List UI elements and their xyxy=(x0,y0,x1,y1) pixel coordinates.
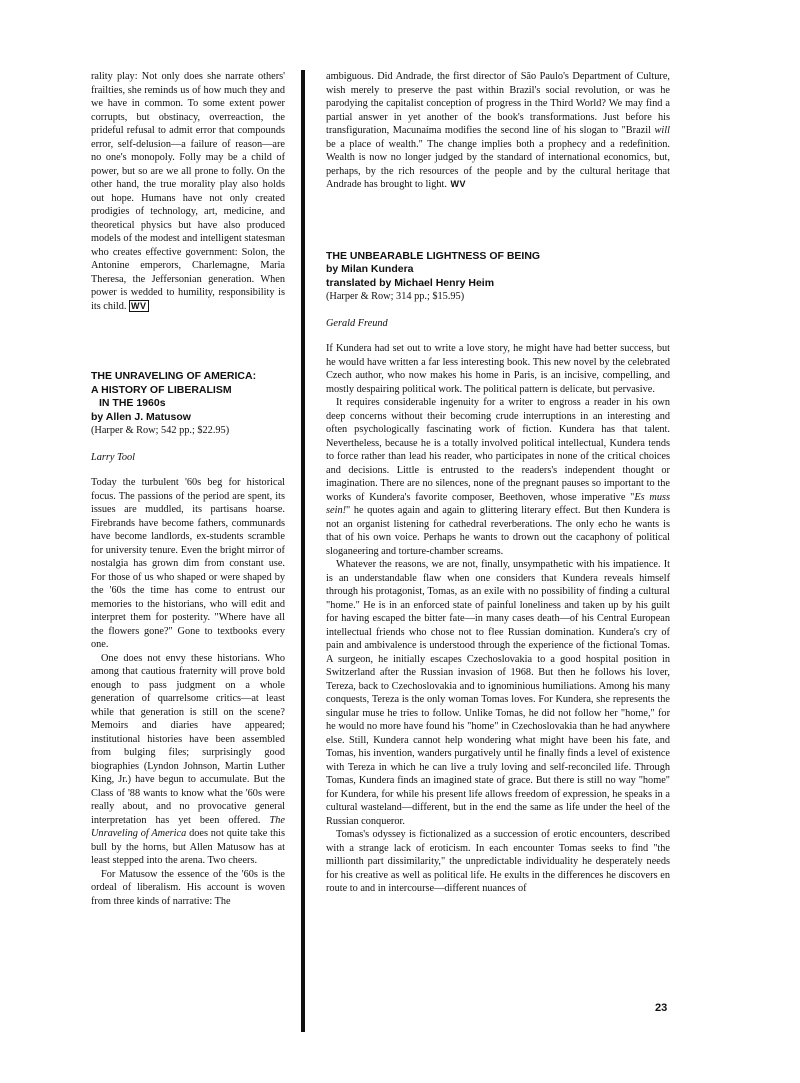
right-column xyxy=(326,70,670,896)
publication-info: (Harper & Row; 314 pp.; $15.95) xyxy=(326,291,465,302)
italic-book-title: The Unraveling of America xyxy=(91,814,285,839)
left-continuation-paragraph: rality play: Not only does she narrate others' frailties, she reminds us of how much they and we have in common. To some extent power corrupts, but obstinacy, overreaction, the prideful refusal to admit error that compounds error, self-delusion—a failure of reason—are no one's monopoly. Folly may be a child of power, but so are we all prone to folly. On the other hand, the true morality play also holds out hope. Humans have not only created prodigies of technology, art, medicine, and theoretical physics but have also produced models of the modest and intelligent statesman who creates effective government: Solon, the Antonine emperors, Charlemagne, Maria Theresa, the Jeffersonian generation. When power is wedded to humility, responsibility is its child. WV xyxy=(91,71,285,312)
wv-end-mark: WV xyxy=(131,300,147,311)
reviewer-name: Gerald Freund xyxy=(326,317,388,329)
body-paragraph: It requires considerable ingenuity for a writer to engross a reader in his own deep concerns without their becoming crude interruptions in an interesting and often psychologically fascinating work of fiction. Kundera has that talent. Nevertheless, because he is a totally involved political intellectual, Kundera tends to force rather than lead his reader, who participates in none of the critical choices and decisions. Little is entrusted to the readers's independent thought or imagination. There are no silences, none of the pregnant pauses so important to the works of Kundera's favorite composer, Beethoven, whose imperative "Es muss sein!" he quotes again and again to glittering literary effect. But then Kundera is not an organist listening for cathedral reverberations. The only echo he wants is that of his own voice. Perhaps he wants to drown out the cacaphony of political sloganeering and torture-chamber screams. xyxy=(326,397,670,557)
body-paragraph: Today the turbulent '60s beg for historical focus. The passions of the period are spent, its issues are muddled, its partisans hoarse. Firebrands have become fathers, communards have become landlords, ex-students scramble for university tenure. Even the bright mirror of nostalgia has grown dim from constant use. For those of us who shaped or were shaped by the '60s the time has come to entrust our memories to the historians, who will edit and interpret them for posterity. "Where have all the flowers gone?" Gone to textbooks every one. xyxy=(91,477,285,650)
body-paragraph: If Kundera had set out to write a love story, he might have had better success, but he would have written a far less interesting book. This new novel by the celebrated Czech author, who now makes his home in Paris, is an incisive, compelling, and mostly despairing political work. The political pattern is delicate, but pervasive. xyxy=(326,343,670,395)
body-paragraph: Tomas's odyssey is fictionalized as a succession of erotic encounters, described with a strange lack of eroticism. In each encounter Tomas seeks to find "the millionth part dissimilarity," the unpredictable individuality he desperately needs for his creative as well as political life. He exults in the differences he discovers en route to and in intercourse—different nuances of xyxy=(326,829,670,894)
left-column xyxy=(91,70,285,908)
body-paragraph: Whatever the reasons, we are not, finally, unsympathetic with his impatience. It is an understandable flaw when one considers that Kundera reveals himself through his protagonist, Tomas, as an exile with no possibility of finding a cultural "home." He is in an enforced state of painful loneliness and taken up by his guilt for having escaped the bitter fate—in many cases death—of his Central European intellectual friends who chose not to flee Russian domination. Kundera's cry of pain and ambivalence is understood through the experience of the fictional Tomas. A surgeon, he initially escapes Czechoslovakia to a good hospital position in Switzerland after the Russian invasion of 1968. But then he follows his lover, Tereza, back to Czechoslovakia and to ignominious humiliations. Among his many conquests, Tereza is the only woman Tomas loves. For Kundera, she represents the singular muse he tries to follow. Unlike Tomas, he did not follow her "home," for he would no more have found his "home" in Czechoslovakia than he had anywhere else. Still, Kundera cannot help wondering what might have been his fate, and Tomas, his invention, wanders purgatively until he finally finds a level of existence with Tereza in which he can live a truly loving and self-reconciled life. Through Tomas, Kundera finds an imagined state of grace. But there is still no way "home" for Kundera, for while his present life allows freedom of expression, he speaks in a cultural wasteland—different, but in the end the same as life under the heel of the Russian conqueror. xyxy=(326,559,670,827)
column-divider-rule xyxy=(301,70,305,1032)
review-author: by Allen J. Matusow xyxy=(91,410,191,423)
body-paragraph: For Matusow the essence of the '60s is the ordeal of liberalism. His account is woven from three kinds of narrative: The xyxy=(91,868,285,907)
right-continuation-paragraph: ambiguous. Did Andrade, the first director of São Paulo's Department of Culture, wish merely to preserve the past within Brazil's social revolution, or was he parodying the capitalist conception of progress in the Third World? We may find a partial answer in yet another of the book's transformations. Just before his transfiguration, Macunaíma modifies the second line of his slogan to "Brazil will be a place of wealth." The change implies both a prophecy and a redefinition. Wealth is now no longer judged by the standard of international economics, but, perhaps, by the rich resources of the people and by the cultural heritage that Andrade has brought to light. WV xyxy=(326,71,670,190)
page-number: 23 xyxy=(655,1002,668,1014)
review-title: THE UNRAVELING OF AMERICA: A HISTORY OF LIBERALISM IN THE 1960s by Allen J. Matusow xyxy=(91,370,257,423)
review-translator: translated by Michael Henry Heim xyxy=(326,276,495,289)
reviewer-name: Larry Tool xyxy=(91,451,135,463)
body-paragraph: One does not envy these historians. Who among that cautious fraternity will prove bold enough to pass judgment on a whole generation of quarrelsome critics—at least while that generation is still on the scene? Memoirs and diaries have appeared; institutional histories have been assembled from bulging files; surprisingly good biographies (Lyndon Johnson, Martin Luther King, Jr.) have begun to accumulate. But the Class of '88 wants to know what the '60s were really about, and no provocative general interpretation has yet been offered. The Unraveling of America does not quite take this bull by the horns, but Allen Matusow has at least stepped into the arena. Two cheers. xyxy=(91,652,285,866)
review-author: by Milan Kundera xyxy=(326,263,414,275)
wv-end-mark: WV xyxy=(450,179,467,189)
review-title: THE UNBEARABLE LIGHTNESS OF BEING by Milan Kundera translated by Michael Henry Heim xyxy=(326,249,541,289)
publication-info: (Harper & Row; 542 pp.; $22.95) xyxy=(91,425,230,436)
